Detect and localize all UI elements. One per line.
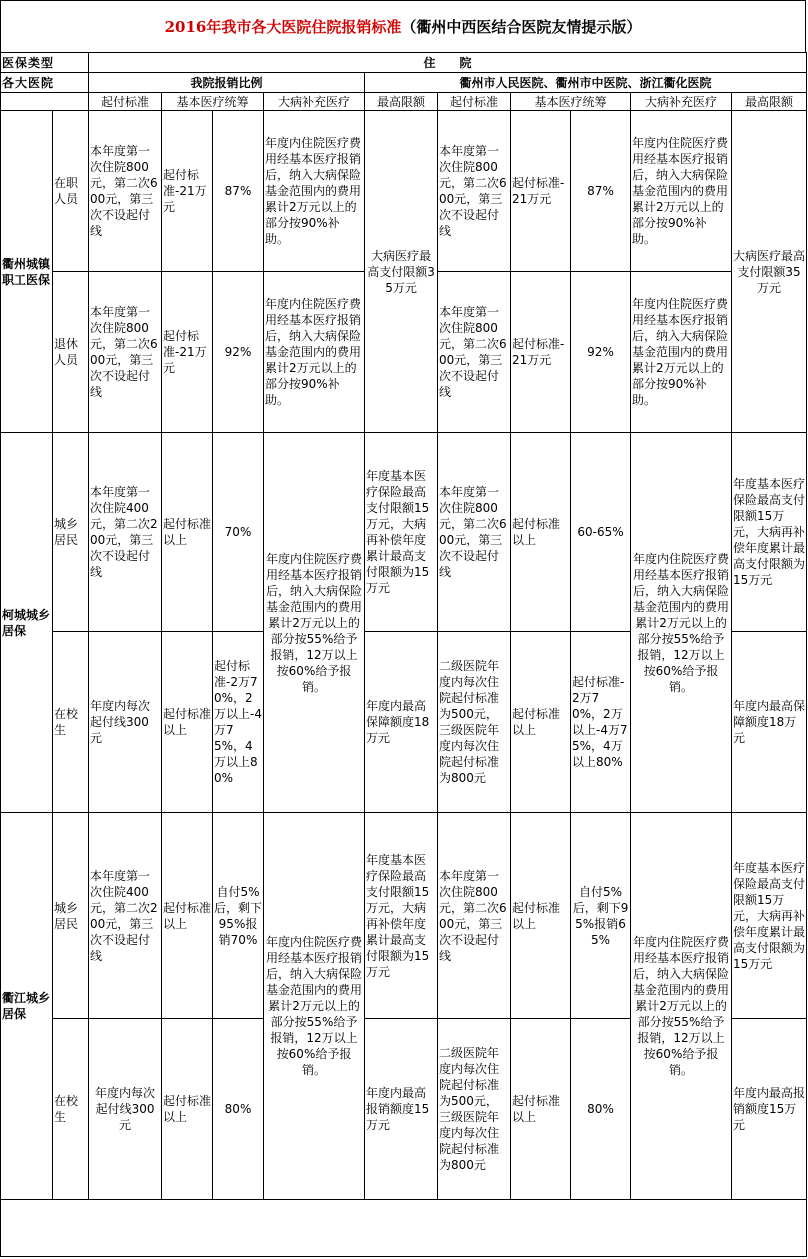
basic-range-other: 起付标准-21万元 [511,111,571,272]
basic-ratio-ours: 80% [213,1019,264,1200]
col-max-other: 最高限额 [732,93,807,111]
major-other: 年度内住院医疗费用经基本医疗报销后，纳入大病保险基金范围内的费用累计2万元以上的部分按90%补助。 [631,111,732,272]
threshold-other: 本年度第一次住院800元，第二次600元，第三次不设起付线 [438,111,511,272]
threshold-ours: 本年度第一次住院400元，第二次200元，第三次不设起付线 [89,813,162,1019]
page-title [0,0,806,52]
basic-range-other: 起付标准-21万元 [511,272,571,433]
max-ours: 大病医疗最高支付限额35万元 [365,111,438,433]
major-ours: 年度内住院医疗费用经基本医疗报销后，纳入大病保险基金范围内的费用累计2万元以上的部分按55%给予报销，12万以上按60%给予报销。 [264,433,365,813]
threshold-ours: 年度内每次起付线300元 [89,1019,162,1200]
col-threshold-other: 起付标准 [438,93,511,111]
threshold-other: 二级医院年度内每次住院起付标准为500元，三级医院年度内每次住院起付标准为800元 [438,632,511,813]
threshold-other: 本年度第一次住院800元，第二次600元，第三次不设起付线 [438,813,511,1019]
basic-ratio-ours: 70% [213,433,264,632]
threshold-ours: 年度内每次起付线300元 [89,632,162,813]
basic-range-other: 起付标准以上 [511,1019,571,1200]
threshold-ours: 本年度第一次住院800元，第二次600元，第三次不设起付线 [89,272,162,433]
col-major-ours: 大病补充医疗 [264,93,365,111]
person-type: 在职人员 [53,111,89,272]
person-type: 在校生 [53,1019,89,1200]
empty-cell [1,1200,807,1257]
max-other: 年度内最高保障额度18万元 [732,632,807,813]
threshold-ours: 本年度第一次住院800元，第二次600元，第三次不设起付线 [89,111,162,272]
max-other: 年度基本医疗保险最高支付限额15万元，大病再补偿年度累计最高支付限额为15万元 [732,813,807,1019]
threshold-other: 本年度第一次住院800元，第二次600元，第三次不设起付线 [438,433,511,632]
max-other: 大病医疗最高支付限额35万元 [732,111,807,433]
table-row [1,813,807,1019]
person-type: 退休人员 [53,272,89,433]
basic-ratio-ours: 起付标准-2万70%，2万以上-4万75%，4万以上80% [213,632,264,813]
title-subtitle: （衢州中西医结合医院友情提示版） [401,18,642,36]
person-type: 城乡居民 [53,433,89,632]
basic-ratio-ours: 92% [213,272,264,433]
header-row-columns [1,93,807,111]
basic-ratio-other: 60-65% [571,433,631,632]
max-other: 年度内最高报销额度15万元 [732,1019,807,1200]
header-blank [1,93,89,111]
col-basic-ours: 基本医疗统筹 [162,93,264,111]
threshold-other: 二级医院年度内每次住院起付标准为500元，三级医院年度内每次住院起付标准为800元 [438,1019,511,1200]
col-major-other: 大病补充医疗 [631,93,732,111]
table-row [1,111,807,272]
basic-ratio-other: 起付标准-2万70%，2万以上-4万75%，4万以上80% [571,632,631,813]
header-inpatient: 住 院 [89,53,807,73]
basic-range-ours: 起付标准-21万元 [162,272,213,433]
basic-range-other: 起付标准以上 [511,813,571,1019]
major-other: 年度内住院医疗费用经基本医疗报销后，纳入大病保险基金范围内的费用累计2万元以上的部分按55%给予报销，12万以上按60%给予报销。 [631,433,732,813]
group-name-quzhou-employee: 衢州城镇职工医保 [1,111,53,433]
basic-range-other: 起付标准以上 [511,632,571,813]
basic-range-other: 起付标准以上 [511,433,571,632]
basic-range-ours: 起付标准以上 [162,632,213,813]
major-ours: 年度内住院医疗费用经基本医疗报销后，纳入大病保险基金范围内的费用累计2万元以上的部分按90%补助。 [264,272,365,433]
basic-range-ours: 起付标准以上 [162,813,213,1019]
basic-range-ours: 起付标准以上 [162,433,213,632]
basic-ratio-other: 87% [571,111,631,272]
max-ours: 年度内最高保障额度18万元 [365,632,438,813]
major-other: 年度内住院医疗费用经基本医疗报销后，纳入大病保险基金范围内的费用累计2万元以上的部分按90%补助。 [631,272,732,433]
basic-ratio-other: 80% [571,1019,631,1200]
basic-ratio-other: 92% [571,272,631,433]
header-other-hospitals: 衢州市人民医院、衢州市中医院、浙江衢化医院 [365,73,807,93]
threshold-ours: 本年度第一次住院400元，第二次200元，第三次不设起付线 [89,433,162,632]
header-row-insurance-type [1,53,807,73]
header-row-hospitals [1,73,807,93]
header-hospitals: 各大医院 [1,73,89,93]
basic-range-ours: 起付标准以上 [162,1019,213,1200]
max-ours: 年度基本医疗保险最高支付限额15万元，大病再补偿年度累计最高支付限额为15万元 [365,813,438,1019]
person-type: 在校生 [53,632,89,813]
basic-ratio-ours: 自付5%后，剩下95%报销70% [213,813,264,1019]
table-row [1,433,807,632]
max-ours: 年度内最高报销额度15万元 [365,1019,438,1200]
table-row-empty [1,1200,807,1257]
col-threshold-ours: 起付标准 [89,93,162,111]
major-ours: 年度内住院医疗费用经基本医疗报销后，纳入大病保险基金范围内的费用累计2万元以上的部分按90%补助。 [264,111,365,272]
basic-ratio-ours: 87% [213,111,264,272]
major-other: 年度内住院医疗费用经基本医疗报销后，纳入大病保险基金范围内的费用累计2万元以上的部分按55%给予报销，12万以上按60%给予报销。 [631,813,732,1200]
basic-range-ours: 起付标准-21万元 [162,111,213,272]
col-basic-other: 基本医疗统筹 [511,93,631,111]
title-main: 2016年我市各大医院住院报销标准 [164,18,402,36]
group-name-kecheng-resident: 柯城城乡居保 [1,433,53,813]
reimbursement-table [0,52,807,1257]
max-other: 年度基本医疗保险最高支付限额15万元，大病再补偿年度累计最高支付限额为15万元 [732,433,807,632]
col-max-ours: 最高限额 [365,93,438,111]
basic-ratio-other: 自付5%后，剩下95%报销65% [571,813,631,1019]
major-ours: 年度内住院医疗费用经基本医疗报销后，纳入大病保险基金范围内的费用累计2万元以上的部分按55%给予报销，12万以上按60%给予报销。 [264,813,365,1200]
person-type: 城乡居民 [53,813,89,1019]
threshold-other: 本年度第一次住院800元，第二次600元，第三次不设起付线 [438,272,511,433]
header-our-hospital: 我院报销比例 [89,73,365,93]
group-name-qujiang-resident: 衢江城乡居保 [1,813,53,1200]
max-ours: 年度基本医疗保险最高支付限额15万元，大病再补偿年度累计最高支付限额为15万元 [365,433,438,632]
header-insurance-type: 医保类型 [1,53,89,73]
